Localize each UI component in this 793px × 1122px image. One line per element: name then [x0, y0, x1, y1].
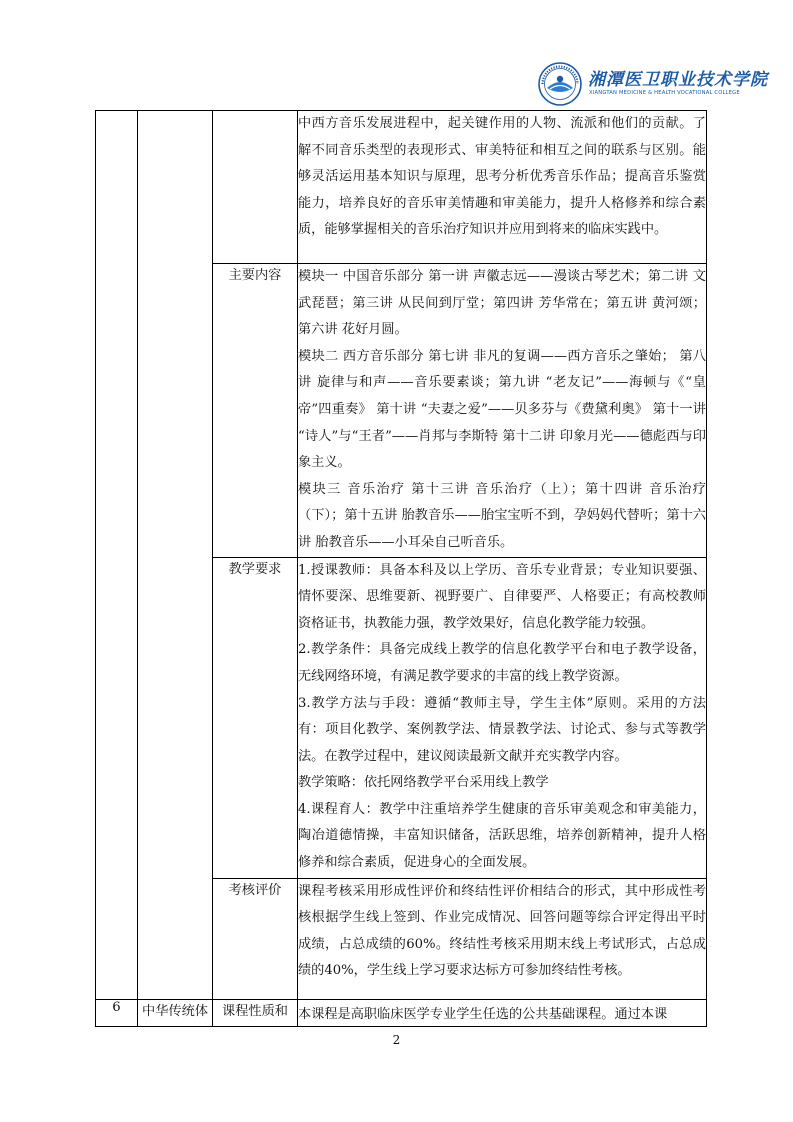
attr-cell-intro — [213, 111, 298, 264]
content-paragraph-1: 模块一 中国音乐部分 第一讲 声徽志远——漫谈古琴艺术；第二讲 文武琵琶；第三讲 从民间到厅堂；第四讲 芳华常在；第五讲 黄河颂；第六讲 花好月圆。 — [298, 269, 706, 338]
college-logo — [538, 62, 768, 110]
requirements-paragraph-5: 4.课程育人：教学中注重培养学生健康的音乐审美观念和审美能力，陶冶道德情操，丰富知识储备，活跃思维，培养创新精神，提升人格修养和综合素质，促进身心的全面发展。 — [298, 801, 706, 871]
intro-paragraph: 中西方音乐发展进程中，起关键作用的人物、流派和他们的贡献。了解不同音乐类型的表现形式、审美特征和相互之间的联系与区别。能够灵活运用基本知识与原理，思考分析优秀音乐作品；提高音乐鉴赏能力，培养良好的音乐审美情趣和审美能力，提升人格修养和综合素质，能够掌握相关的音乐治疗知识并应用到将来的临床实践中。 — [298, 116, 706, 238]
requirements-paragraph-4: 教学策略：依托网络教学平台采用线上教学 — [298, 775, 549, 791]
content-cell — [298, 264, 707, 558]
requirements-paragraph-3: 3.教学方法与手段：遵循“教师主导，学生主体”原则。采用的方法有：项目化教学、案例教学法、情景教学法、讨论式、参与式等教学法。在教学过程中，建议阅读最新文献并充实教学内容。 — [298, 695, 706, 764]
next-name-cell: 中华传统体 — [138, 999, 213, 1026]
attr-cell-assessment: 考核评价 — [213, 878, 298, 999]
next-num-cell: 6 — [96, 999, 138, 1026]
college-name-cn: 湘潭医卫职业技术学院 — [588, 70, 768, 90]
course-table — [95, 110, 707, 1027]
content-paragraph-2: 模块二 西方音乐部分 第七讲 非凡的复调——西方音乐之肇始； 第八讲 旋律与和声——音乐要素谈；第九讲 “老友记”——海顿与《“皇帝”四重奏》 第十讲 “夫妻之爱”——贝多芬与《费黛利奥》 第十一讲 “诗人”与“王者”——肖邦与李斯特 第十二讲 印象月光——德彪西与印象主义。 — [298, 348, 706, 471]
attr-cell-requirements: 教学要求 — [213, 557, 298, 878]
requirements-paragraph-2: 2.教学条件：具备完成线上教学的信息化教学平台和电子教学设备，无线网络环境，有满足教学要求的丰富的线上教学资源。 — [298, 642, 706, 684]
college-seal-icon — [538, 62, 582, 106]
content-paragraph-3: 模块三 音乐治疗 第十三讲 音乐治疗（上）；第十四讲 音乐治疗（下）；第十五讲 胎教音乐——胎宝宝听不到，孕妈妈代替听；第十六讲 胎教音乐——小耳朵自己听音乐。 — [298, 481, 706, 550]
num-cell — [96, 111, 138, 1000]
intro-content-cell — [298, 111, 707, 264]
page-number: 2 — [392, 1033, 401, 1047]
table-row-next-course — [96, 999, 707, 1026]
requirements-cell — [298, 557, 707, 878]
attr-cell-content: 主要内容 — [213, 264, 298, 558]
college-name-en: XIANGTAN MEDICINE & HEALTH VOCATIONAL COLLEGE — [589, 90, 740, 96]
next-attr-cell: 课程性质和 — [213, 999, 298, 1026]
assessment-paragraph: 课程考核采用形成性评价和终结性评价相结合的形式，其中形成性考核根据学生线上签到、作业完成情况、回答问题等综合评定得出平时成绩，占总成绩的60%。终结性考核采用期末线上考试形式，占总成绩的40%，学生线上学习要求达标方可参加终结性考核。 — [298, 883, 706, 979]
assessment-cell — [298, 878, 707, 999]
name-cell — [138, 111, 213, 1000]
next-content-cell: 本课程是高职临床医学专业学生任选的公共基础课程。通过本课 — [298, 999, 707, 1026]
table-row-intro — [96, 111, 707, 264]
requirements-paragraph-1: 1.授课教师：具备本科及以上学历、音乐专业背景；专业知识要强、情怀要深、思维要新、视野要广、自律要严、人格要正；有高校教师资格证书，执教能力强，教学效果好，信息化教学能力较强。 — [298, 562, 706, 631]
